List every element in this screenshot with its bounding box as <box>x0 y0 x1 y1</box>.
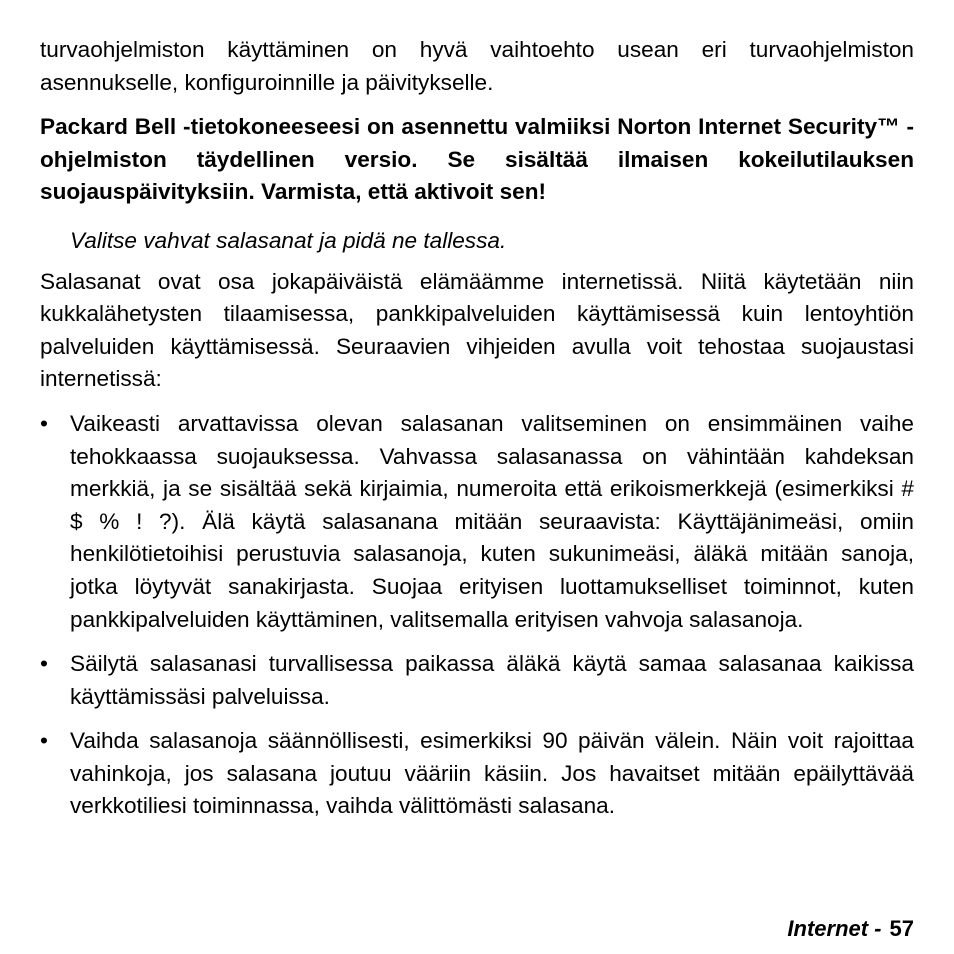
bullet-icon: • <box>40 728 48 754</box>
bullet-icon: • <box>40 651 48 677</box>
passwords-intro-paragraph: Salasanat ovat osa jokapäiväistä elämäämme internetissä. Niitä käytetään niin kukkalähetysten tilaamisessa, pankkipalveluiden käyttämisessä kuin lentoyhtiön palveluiden käyttämisessä. Seuraavien vihjeiden avulla voit tehostaa suojaustasi internetissä: <box>40 268 914 392</box>
footer-section-title: Internet - <box>787 916 882 941</box>
tip-heading: Valitse vahvat salasanat ja pidä ne tallessa. <box>70 227 507 253</box>
page-footer <box>787 914 914 944</box>
list-item-text: Säilytä salasanasi turvallisessa paikassa äläkä käytä samaa salasanaa kaikissa käyttämissäsi palveluissa. <box>70 651 914 709</box>
norton-notice-paragraph: Packard Bell -tietokoneeseesi on asennettu valmiiksi Norton Internet Security™ -ohjelmiston täydellinen versio. Se sisältää ilmaisen kokeilutilauksen suojauspäivityksiin. Varmista, että aktivoit sen! <box>40 114 914 205</box>
document-page <box>40 34 914 835</box>
list-item <box>40 648 914 713</box>
intro-paragraph: turvaohjelmiston käyttäminen on hyvä vaihtoehto usean eri turvaohjelmiston asennukselle, konfiguroinnille ja päivitykselle. <box>40 37 914 95</box>
list-item-text: Vaihda salasanoja säännöllisesti, esimerkiksi 90 päivän välein. Näin voit rajoittaa vahinkoja, jos salasana joutuu vääriin käsiin. Jos havaitset mitään epäilyttävää verkkotiliesi toiminnassa, vaihda välittömästi salasana. <box>70 728 914 819</box>
list-item-text: Vaikeasti arvattavissa olevan salasanan valitseminen on ensimmäinen vaihe tehokkaassa suojauksessa. Vahvassa salasanassa on vähintään kahdeksan merkkiä, ja se sisältää sekä kirjaimia, numeroita että erikoismerkkejä (esimerkiksi # $ % ! ?). Älä käytä salasanana mitään seuraavista: Käyttäjänimeäsi, omiin henkilötietoihisi perustuvia salasanoja, kuten sukunimeäsi, äläkä mitään sanoja, jotka löytyvät sanakirjasta. Suojaa erityisen luottamukselliset toiminnot, kuten pankkipalveluiden käyttäminen, valitsemalla erityisen vahvoja salasanoja. <box>70 410 914 632</box>
list-item <box>40 725 914 823</box>
password-tips-list <box>40 408 914 823</box>
bullet-icon: • <box>40 410 48 436</box>
list-item <box>40 408 914 636</box>
page-number: 57 <box>889 916 914 941</box>
